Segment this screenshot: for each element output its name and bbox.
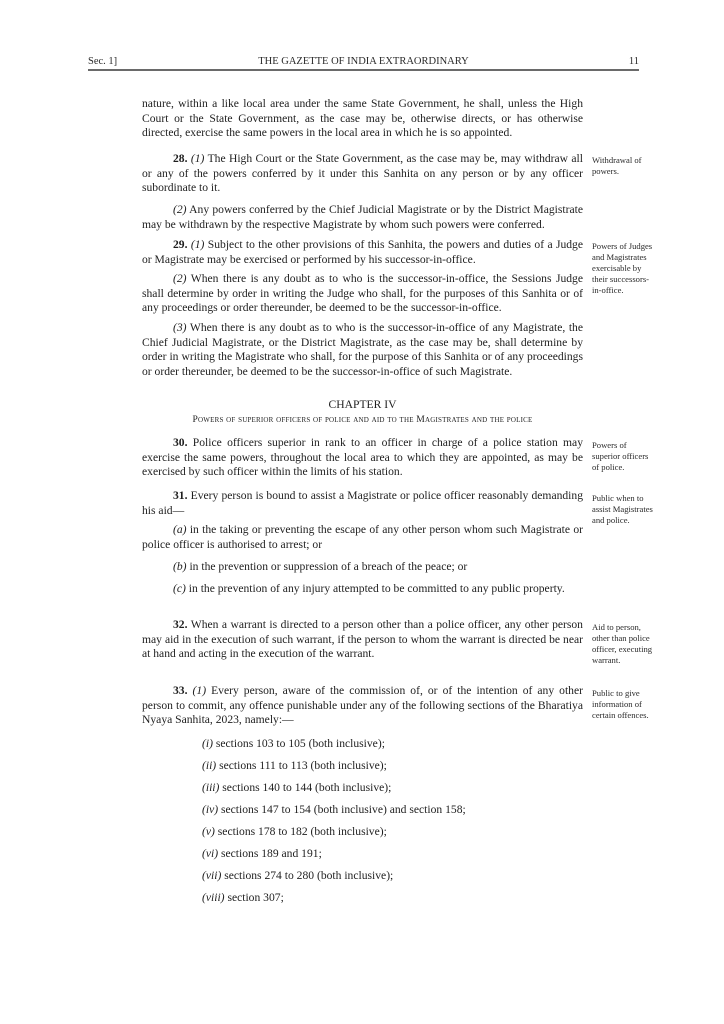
subsection-label: (1) (192, 684, 207, 697)
clause-text: in the prevention or suppression of a breach of the peace; or (189, 560, 468, 573)
section-text: Every person, aware of the commission of, or of the intention of any other person to commit, any offence punishable under any of the following sections of the Bharatiya Nyaya Sanhita, 2023, namely:— (142, 684, 583, 727)
section-number: 28. (173, 152, 188, 165)
margin-note-29: Powers of Judges and Magistrates exercisable by their successors-in-office. (592, 241, 653, 295)
section-number: 31. (173, 489, 188, 502)
section-text: When there is any doubt as to who is the successor-in-office, the Sessions Judge shall determine by order in writing the Judge who shall, for the purposes of this Sanhita or of any proceedings or order thereunder, be deemed to be the successor-in-office. (142, 272, 583, 315)
margin-note-32: Aid to person, other than police officer, executing warrant. (592, 622, 653, 665)
list-item: (iv) sections 147 to 154 (both inclusive) and section 158; (202, 803, 466, 816)
list-item: (vi) sections 189 and 191; (202, 847, 322, 860)
clause-label: (a) (173, 523, 187, 536)
subsection-label: (1) (190, 152, 205, 165)
clause-a (142, 523, 583, 552)
margin-note-31: Public when to assist Magistrates and police. (592, 493, 653, 525)
section-text: Police officers superior in rank to an officer in charge of a police station may exercise the same powers, throughout the local area to which they are appointed, as may be exercised by such officer within the limits of his station. (142, 436, 583, 479)
section-number: 33. (173, 684, 188, 697)
header-section: Sec. 1] (88, 56, 118, 67)
section-28-2 (142, 203, 583, 232)
section-number: 30. (173, 436, 188, 449)
clause-b (142, 560, 583, 575)
header-title: THE GAZETTE OF INDIA EXTRAORDINARY (258, 56, 469, 67)
section-text: When there is any doubt as to who is the successor-in-office of any Magistrate, the Chief Judicial Magistrate, or the District Magistrate, as the case may be, shall determine by order in writing the Magistrate who shall, for the purpose of this Sanhita or of any proceedings or order thereunder, be deemed to be the successor-in-office of such Magistrate. (142, 321, 583, 378)
clause-c (142, 582, 583, 597)
section-29-1 (142, 238, 583, 267)
section-number: 29. (173, 238, 188, 251)
subsection-label: (2) (173, 203, 187, 216)
clause-text: in the taking or preventing the escape of any other person whom such Magistrate or police officer is authorised to arrest; or (142, 523, 583, 551)
continued-paragraph: nature, within a like local area under the same State Government, he shall, unless the High Court or the State Government, as the case may be, otherwise directs, or has otherwise directed, exercise the same powers in the local area in which he is so appointed. (142, 97, 583, 140)
list-item: (ii) sections 111 to 113 (both inclusive); (202, 759, 387, 772)
section-33-1 (142, 684, 583, 728)
subsection-label: (1) (190, 238, 205, 251)
list-item: (i) sections 103 to 105 (both inclusive); (202, 737, 385, 750)
section-text: The High Court or the State Government, as the case may be, may withdraw all or any of the powers conferred by it under this Sanhita on any person or by any officer subordinate to it. (142, 152, 583, 195)
section-31 (142, 489, 583, 518)
section-text: Subject to the other provisions of this Sanhita, the powers and duties of a Judge or Magistrate may be exercised or performed by his successor-in-office. (142, 238, 584, 266)
margin-note-33: Public to give information of certain offences. (592, 688, 649, 720)
section-number: 32. (173, 618, 188, 631)
header-rule (88, 69, 639, 71)
section-32 (142, 618, 583, 662)
subsection-label: (3) (173, 321, 187, 334)
section-29-2 (142, 272, 583, 316)
page-number: 11 (628, 56, 639, 67)
clause-label: (c) (173, 582, 186, 595)
section-29-3 (142, 321, 583, 379)
chapter-subtitle: Powers of superior officers of police and aid to the Magistrates and the police (192, 414, 533, 425)
list-item: (v) sections 178 to 182 (both inclusive); (202, 825, 387, 838)
list-item: (iii) sections 140 to 144 (both inclusive); (202, 781, 392, 794)
list-item: (vii) sections 274 to 280 (both inclusive); (202, 869, 394, 882)
section-text: When a warrant is directed to a person other than a police officer, any other person may aid in the execution of such warrant, if the person to whom the warrant is directed be near at hand and acting in the execution of the warrant. (142, 618, 583, 661)
section-text: Every person is bound to assist a Magistrate or police officer reasonably demanding his aid— (142, 489, 584, 517)
section-text: Any powers conferred by the Chief Judicial Magistrate or by the District Magistrate may be withdrawn by the respective Magistrate by whom such powers were conferred. (142, 203, 583, 231)
section-28-1 (142, 152, 583, 196)
section-30 (142, 436, 583, 480)
chapter-title: CHAPTER IV (328, 398, 397, 411)
clause-label: (b) (173, 560, 187, 573)
subsection-label: (2) (173, 272, 187, 285)
margin-note-30: Powers of superior officers of police. (592, 440, 649, 472)
clause-text: in the prevention of any injury attempted to be committed to any public property. (188, 582, 565, 595)
list-item: (viii) section 307; (202, 891, 284, 904)
margin-note-28: Withdrawal of powers. (592, 155, 642, 176)
